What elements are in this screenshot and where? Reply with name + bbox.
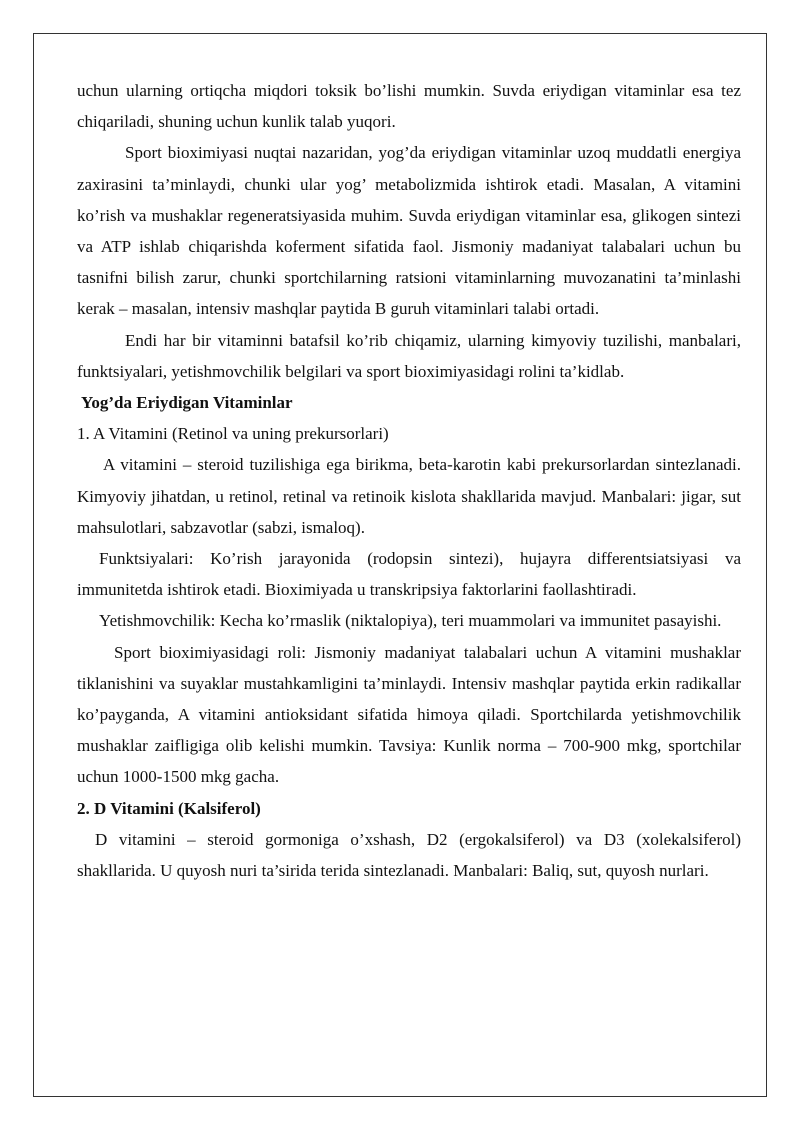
subheading-vitamin-d: 2. D Vitamini (Kalsiferol) [77,798,261,818]
paragraph-intro-continuation: uchun ularning ortiqcha miqdori toksik bo’lishi mumkin. Suvda eriydigan vitaminlar esa tez chiqariladi, shuning uchun kunlik talab yuqori. [77,81,741,132]
subheading-vitamin-a: 1. A Vitamini (Retinol va uning prekursorlari) [77,424,389,444]
paragraph-vitamin-a-deficiency: Yetishmovchilik: Kecha ko’rmaslik (niktalopiya), teri muammolari va immunitet pasayishi. [99,611,722,631]
section-heading-fat-soluble: Yog’da Eriydigan Vitaminlar [81,393,293,413]
paragraph-overview: Endi har bir vitaminni batafsil ko’rib chiqamiz, ularning kimyoviy tuzilishi, manbalari, funktsiyalari, yetishmovchilik belgilari va sport bioximiyasidagi rolini ta’kidlab. [77,330,741,381]
paragraph-vitamin-a-sport-role: Sport bioximiyasidagi roli: Jismoniy madaniyat talabalari uchun A vitamini mushaklar tiklanishini va suyaklar mustahkamligini ta’minlaydi. Intensiv mashqlar paytida erkin radikallar ko’payganda, A vitamini antioksidant sifatida himoya qiladi. Sportchilarda yetishmovchilik mushaklar zaifligiga olib kelishi mumkin. Tavsiya: Kunlik norma – 700-900 mkg, sportchilar uchun 1000-1500 mkg gacha. [77,642,741,787]
paragraph-vitamin-a-structure: A vitamini – steroid tuzilishiga ega birikma, beta-karotin kabi prekursorlardan sintezlanadi. Kimyoviy jihatdan, u retinol, retinal va retinoik kislota shakllarida mavjud. Manbalari: jigar, sut mahsulotlari, sabzavotlar (sabzi, ismaloq). [77,455,741,537]
paragraph-sport-biochemistry: Sport bioximiyasi nuqtai nazaridan, yog’da eriydigan vitaminlar uzoq muddatli energiya zaxirasini ta’minlaydi, chunki ular yog’ metabolizmida ishtirok etadi. Masalan, A vitamini ko’rish va mushaklar regeneratsiyasida muhim. Suvda eriydigan vitaminlar esa, glikogen sintezi va ATP ishlab chiqarishda koferment sifatida faol. Jismoniy madaniyat talabalari uchun bu tasnifni bilish zarur, chunki sportchilarning ratsioni vitaminlarning muvozanatini ta’minlashi kerak – masalan, intensiv mashqlar paytida B guruh vitaminlari talabi ortadi. [77,143,741,319]
document-body [77,75,741,886]
paragraph-vitamin-a-functions: Funktsiyalari: Ko’rish jarayonida (rodopsin sintezi), hujayra differentsiatsiyasi va immunitetda ishtirok etadi. Bioximiyada u transkripsiya faktorlarini faollashtiradi. [77,549,741,600]
paragraph-vitamin-d-structure: D vitamini – steroid gormoniga o’xshash, D2 (ergokalsiferol) va D3 (xolekalsiferol) shakllarida. U quyosh nuri ta’sirida terida sintezlanadi. Manbalari: Baliq, sut, quyosh nurlari. [77,829,741,881]
